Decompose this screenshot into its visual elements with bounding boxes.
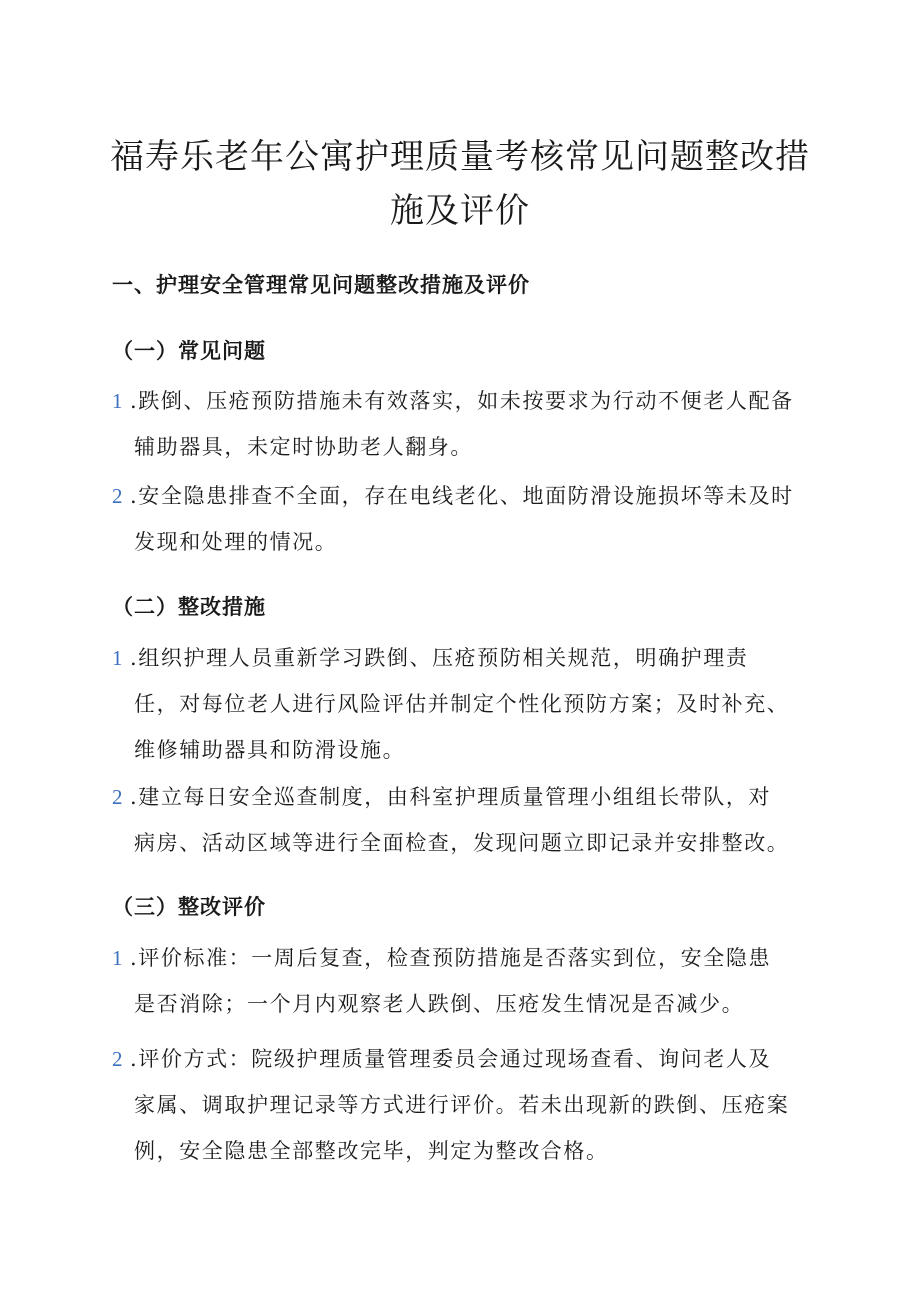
item-line	[112, 1036, 812, 1082]
item-text: .组织护理人员重新学习跌倒、压疮预防相关规范，明确护理责	[130, 646, 749, 670]
item-line: 发现和处理的情况。	[134, 530, 338, 554]
title-line-2: 施及评价	[390, 191, 530, 231]
evaluation-item-2	[112, 1036, 812, 1174]
item-line: 是否消除；一个月内观察老人跌倒、压疮发生情况是否减少。	[134, 992, 745, 1016]
item-line: 维修辅助器具和防滑设施。	[134, 738, 406, 762]
problem-item-1	[112, 378, 812, 470]
evaluation-item-1	[112, 935, 812, 1027]
item-text: .安全隐患排查不全面，存在电线老化、地面防滑设施损坏等未及时	[130, 484, 794, 508]
subheading-measures: （二）整改措施	[112, 594, 266, 619]
measure-item-1	[112, 635, 812, 773]
section-heading: 一、护理安全管理常见问题整改措施及评价	[112, 272, 530, 297]
item-line	[112, 774, 812, 820]
item-line: 任，对每位老人进行风险评估并制定个性化预防方案；及时补充、	[134, 692, 790, 716]
item-line: 辅助器具，未定时协助老人翻身。	[134, 435, 473, 459]
item-number: 1	[112, 389, 125, 413]
item-line: 家属、调取护理记录等方式进行评价。若未出现新的跌倒、压疮案	[134, 1093, 790, 1117]
item-number: 1	[112, 946, 125, 970]
problem-item-2	[112, 473, 812, 565]
item-line	[112, 635, 812, 681]
item-number: 2	[112, 785, 125, 809]
item-line	[112, 378, 812, 424]
item-number: 2	[112, 484, 125, 508]
document-title	[100, 130, 820, 238]
item-line	[112, 473, 812, 519]
item-text: .评价方式：院级护理质量管理委员会通过现场查看、询问老人及	[130, 1047, 772, 1071]
item-line: 病房、活动区域等进行全面检查，发现问题立即记录并安排整改。	[134, 831, 790, 855]
subheading-evaluation: （三）整改评价	[112, 894, 266, 919]
item-text: .评价标准：一周后复查，检查预防措施是否落实到位，安全隐患	[130, 946, 772, 970]
item-number: 1	[112, 646, 125, 670]
subheading-problems: （一）常见问题	[112, 338, 266, 363]
item-line	[112, 935, 812, 981]
item-line: 例，安全隐患全部整改完毕，判定为整改合格。	[134, 1139, 609, 1163]
item-number: 2	[112, 1047, 125, 1071]
measure-item-2	[112, 774, 812, 866]
item-text: .跌倒、压疮预防措施未有效落实，如未按要求为行动不便老人配备	[130, 389, 794, 413]
title-line-1: 福寿乐老年公寓护理质量考核常见问题整改措	[110, 137, 810, 177]
item-text: .建立每日安全巡查制度，由科室护理质量管理小组组长带队，对	[130, 785, 772, 809]
